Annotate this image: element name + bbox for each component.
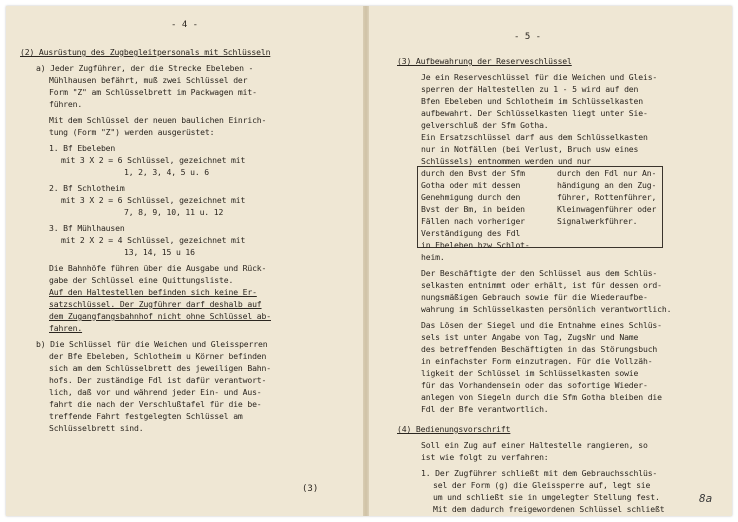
page-number: - 5 -: [514, 32, 542, 42]
document-spread: [6, 6, 732, 516]
text-line: fahren.: [49, 323, 83, 333]
text-line: Das Lösen der Siegel und die Entnahme eines Schlüs-: [421, 320, 662, 330]
text-line: fahrt die nach der Verschlußtafel für die be-: [49, 399, 262, 409]
text-line: Schlüsselbrett sind.: [49, 423, 144, 433]
left-page: [6, 6, 363, 516]
text-line: nungsmäßigen Gebrauch sowie für die Wiederaufbe-: [421, 292, 648, 302]
text-line: aufbewahrt. Der Schlüsselkasten liegt unter Sie-: [421, 108, 648, 118]
text-line: Verständigung des Fdl: [421, 228, 521, 238]
right-page: [369, 6, 732, 516]
text-line: händigung an den Zug-: [557, 180, 657, 190]
text-line: um und schließt sie in umgelegter Stellung fest.: [433, 492, 660, 502]
text-line: hofs. Der zuständige Fdl ist dafür verantwort-: [49, 375, 267, 385]
text-line: heim.: [421, 252, 445, 262]
section-heading: (2) Ausrüstung des Zugbegleitpersonals mit Schlüsseln: [20, 47, 271, 57]
text-line: Fällen nach vorheriger: [421, 216, 525, 226]
text-line: des betreffenden Beschäftigten in das Störungsbuch: [421, 344, 658, 354]
text-line: Der Beschäftigte der den Schlüssel aus dem Schlüs-: [421, 268, 658, 278]
text-line: treffende Fahrt festgelegten Schlüssel am: [49, 411, 243, 421]
text-line: Genehmigung durch den: [421, 192, 521, 202]
text-line: für das Vorhandensein oder das sofortige Wieder-: [421, 380, 648, 390]
text-line: tung (Form "Z") werden ausgerüstet:: [49, 127, 215, 137]
text-line: Auf den Haltestellen befinden sich keine Er-: [49, 287, 257, 297]
text-line: Kleinwagenführer oder: [557, 204, 657, 214]
text-line: Soll ein Zug auf einer Haltestelle rangieren, so: [421, 440, 648, 450]
text-line: gelverschluß der Sfm Gotha.: [421, 120, 549, 130]
text-line: Ein Ersatzschlüssel darf aus dem Schlüsselkasten: [421, 132, 648, 142]
text-line: wahrung im Schlüsselkasten persönlich verantwortlich.: [421, 304, 672, 314]
text-line: Signalwerkführer.: [557, 216, 638, 226]
text-line: Mit dem dadurch freigewordenen Schlüssel schließt: [433, 504, 665, 514]
list-item: 2. Bf Schlotheim: [49, 183, 125, 193]
text-line: Bfen Ebeleben und Schlotheim im Schlüsselkasten: [421, 96, 643, 106]
text-line: mit 2 X 2 = 4 Schlüssel, gezeichnet mit: [61, 235, 246, 245]
list-item: 1. Bf Ebeleben: [49, 143, 116, 153]
text-line: nur in Notfällen (bei Verlust, Bruch usw eines: [421, 144, 639, 154]
text-line: Schlüssels) entnommen werden und nur: [421, 156, 592, 166]
text-line: in einfachster Form einzutragen. Für die Vollzäh-: [421, 356, 653, 366]
section-heading: (3) Aufbewahrung der Reserveschlüssel: [397, 56, 572, 66]
text-line: Fdl der Bfe verantwortlich.: [421, 404, 549, 414]
text-line: durch den Bvst der Sfm: [421, 168, 525, 178]
text-line: satzschlüssel. Der Zugführer darf deshalb auf: [49, 299, 262, 309]
text-line: ist wie folgt zu verfahren:: [421, 452, 549, 462]
text-line: Je ein Reserveschlüssel für die Weichen und Gleis-: [421, 72, 658, 82]
text-line: führen.: [49, 99, 83, 109]
text-line: sel der Form (g) die Gleissperre auf, legt sie: [433, 480, 651, 490]
text-line: 7, 8, 9, 10, 11 u. 12: [124, 207, 224, 217]
text-line: mit 3 X 2 = 6 Schlüssel, gezeichnet mit: [61, 155, 246, 165]
text-line: führer, Rottenführer,: [557, 192, 657, 202]
text-line: sich am dem Schlüsselbrett des jeweiligen Bahn-: [49, 363, 271, 373]
text-line: Bvst der Bm, in beiden: [421, 204, 525, 214]
text-line: Die Bahnhöfe führen über die Ausgabe und Rück-: [49, 263, 267, 273]
text-line: Mit dem Schlüssel der neuen baulichen Einrich-: [49, 115, 267, 125]
text-line: lich, daß vor und während jeder Ein- und Aus-: [49, 387, 262, 397]
text-line: anlegen von Siegeln durch die Sfm Gotha bleiben die: [421, 392, 662, 402]
text-line: Gotha oder mit dessen: [421, 180, 521, 190]
text-line: in Ebeleben bzw Schlot-: [421, 240, 530, 250]
page-footer-number: (3): [302, 484, 319, 494]
text-line: 1, 2, 3, 4, 5 u. 6: [124, 167, 210, 177]
text-line: dem Zugangfangsbahnhof nicht ohne Schlüssel ab-: [49, 311, 271, 321]
list-item: 3. Bf Mühlhausen: [49, 223, 125, 233]
text-line: sperren der Haltestellen zu 1 - 5 wird auf den: [421, 84, 639, 94]
text-line: ligkeit der Schlüssel im Schlüsselkasten sowie: [421, 368, 639, 378]
text-line: Mühlhausen befährt, muß zwei Schlüssel der: [49, 75, 248, 85]
text-line: sels ist unter Angabe von Tag, ZugsNr und Name: [421, 332, 639, 342]
text-line: durch den Fdl nur An-: [557, 168, 657, 178]
text-line: mit 3 X 2 = 6 Schlüssel, gezeichnet mit: [61, 195, 246, 205]
text-line: Form "Z" am Schlüsselbrett im Packwagen mit-: [49, 87, 257, 97]
page-number: - 4 -: [171, 20, 199, 30]
page-stamp: 8a: [699, 492, 713, 505]
text-line: selkasten entnimmt oder erhält, ist für dessen ord-: [421, 280, 662, 290]
text-line: der Bfe Ebeleben, Schlotheim u Körner befinden: [49, 351, 267, 361]
text-line: 13, 14, 15 u 16: [124, 247, 195, 257]
text-line: gabe der Schlüssel eine Quittungsliste.: [49, 275, 234, 285]
list-item: 1. Der Zugführer schließt mit dem Gebrauchsschlüs-: [421, 468, 658, 478]
text-line: a) Jeder Zugführer, der die Strecke Ebeleben -: [36, 63, 254, 73]
text-line: b) Die Schlüssel für die Weichen und Gleissperren: [36, 339, 268, 349]
section-heading: (4) Bedienungsvorschrift: [397, 424, 511, 434]
